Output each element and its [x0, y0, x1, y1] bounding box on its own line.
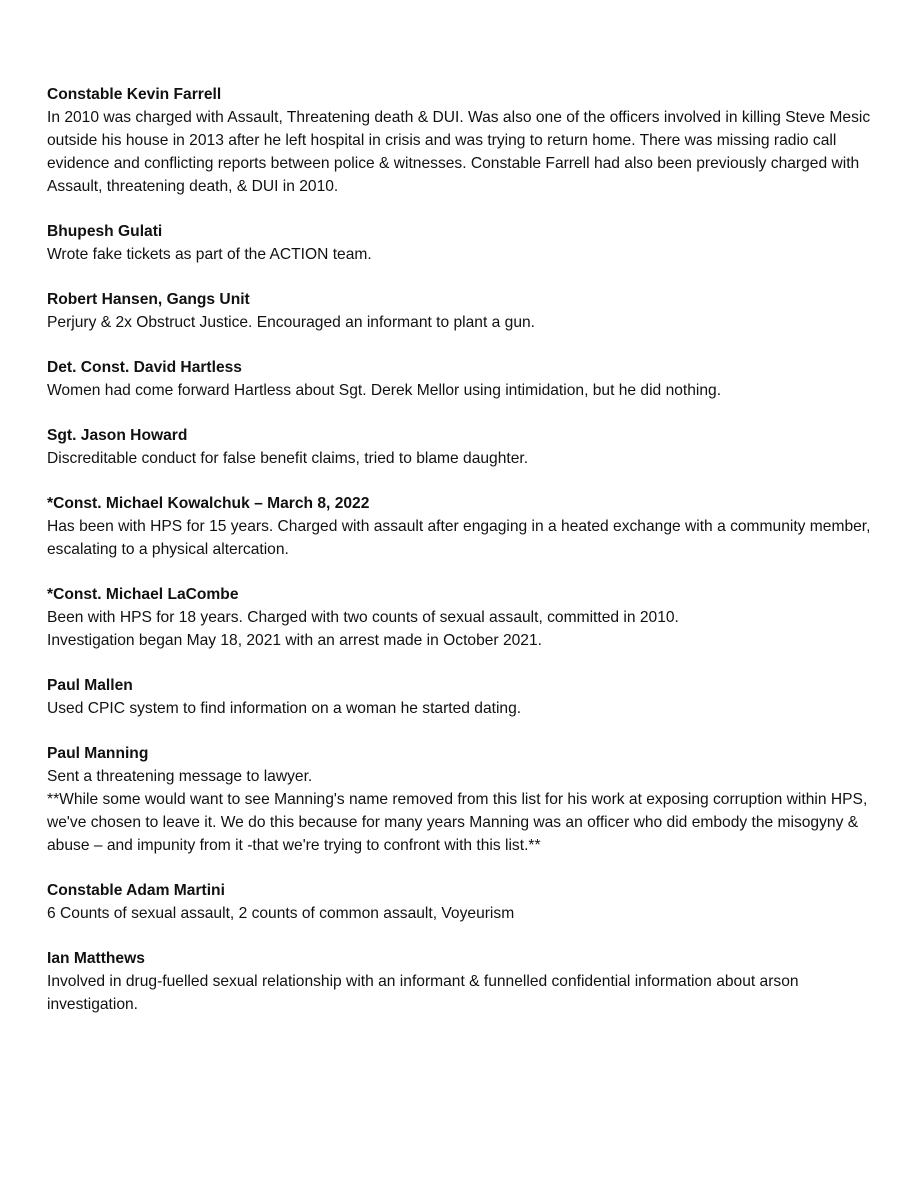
entry-mallen: [47, 674, 877, 720]
entry-name: *Const. Michael LaCombe: [47, 586, 239, 603]
document-page: [47, 83, 877, 1038]
entry-description: Been with HPS for 18 years. Charged with two counts of sexual assault, committed in 2010.: [47, 609, 679, 626]
entry-name: Det. Const. David Hartless: [47, 359, 242, 376]
entry-farrell: [47, 83, 877, 198]
entry-description: Investigation began May 18, 2021 with an arrest made in October 2021.: [47, 632, 542, 649]
entry-hansen: [47, 288, 877, 334]
entry-kowalchuk: [47, 492, 877, 561]
entry-description: Wrote fake tickets as part of the ACTION team.: [47, 246, 372, 263]
entry-gulati: [47, 220, 877, 266]
entry-matthews: [47, 947, 877, 1016]
entry-martini: [47, 879, 877, 925]
entry-name: *Const. Michael Kowalchuk – March 8, 2022: [47, 495, 370, 512]
entry-lacombe: [47, 583, 877, 652]
entry-howard: [47, 424, 877, 470]
entry-hartless: [47, 356, 877, 402]
entry-name: Robert Hansen, Gangs Unit: [47, 291, 250, 308]
entry-description: Has been with HPS for 15 years. Charged with assault after engaging in a heated exchange with a community member, escalating to a physical altercation.: [47, 518, 871, 558]
entry-name: Ian Matthews: [47, 950, 145, 967]
entry-name: Bhupesh Gulati: [47, 223, 163, 240]
entry-name: Constable Kevin Farrell: [47, 86, 222, 103]
entry-name: Paul Mallen: [47, 677, 133, 694]
entry-description: Perjury & 2x Obstruct Justice. Encouraged an informant to plant a gun.: [47, 314, 535, 331]
entry-description: Sent a threatening message to lawyer.: [47, 768, 313, 785]
entry-name: Constable Adam Martini: [47, 882, 225, 899]
entry-description: In 2010 was charged with Assault, Threatening death & DUI. Was also one of the officers involved in killing Steve Mesic outside his house in 2013 after he left hospital in crisis and was trying to return home. There was missing radio call evidence and conflicting reports between police & witnesses. Constable Farrell had also been previously charged with Assault, threatening death, & DUI in 2010.: [47, 109, 871, 195]
entry-description: Used CPIC system to find information on a woman he started dating.: [47, 700, 522, 717]
entry-description: Women had come forward Hartless about Sgt. Derek Mellor using intimidation, but he did nothing.: [47, 382, 722, 399]
entry-description: Involved in drug-fuelled sexual relationship with an informant & funnelled confidential information about arson investigation.: [47, 973, 799, 1013]
entry-description: Discreditable conduct for false benefit claims, tried to blame daughter.: [47, 450, 529, 467]
entry-manning: [47, 742, 877, 857]
entry-name: Sgt. Jason Howard: [47, 427, 188, 444]
entry-note: **While some would want to see Manning's name removed from this list for his work at exposing corruption within HPS, we've chosen to leave it. We do this because for many years Manning was an officer who did embody the misogyny & abuse – and impunity from it -that we're trying to confront with this list.**: [47, 791, 868, 854]
entry-description: 6 Counts of sexual assault, 2 counts of common assault, Voyeurism: [47, 905, 515, 922]
entry-name: Paul Manning: [47, 745, 149, 762]
